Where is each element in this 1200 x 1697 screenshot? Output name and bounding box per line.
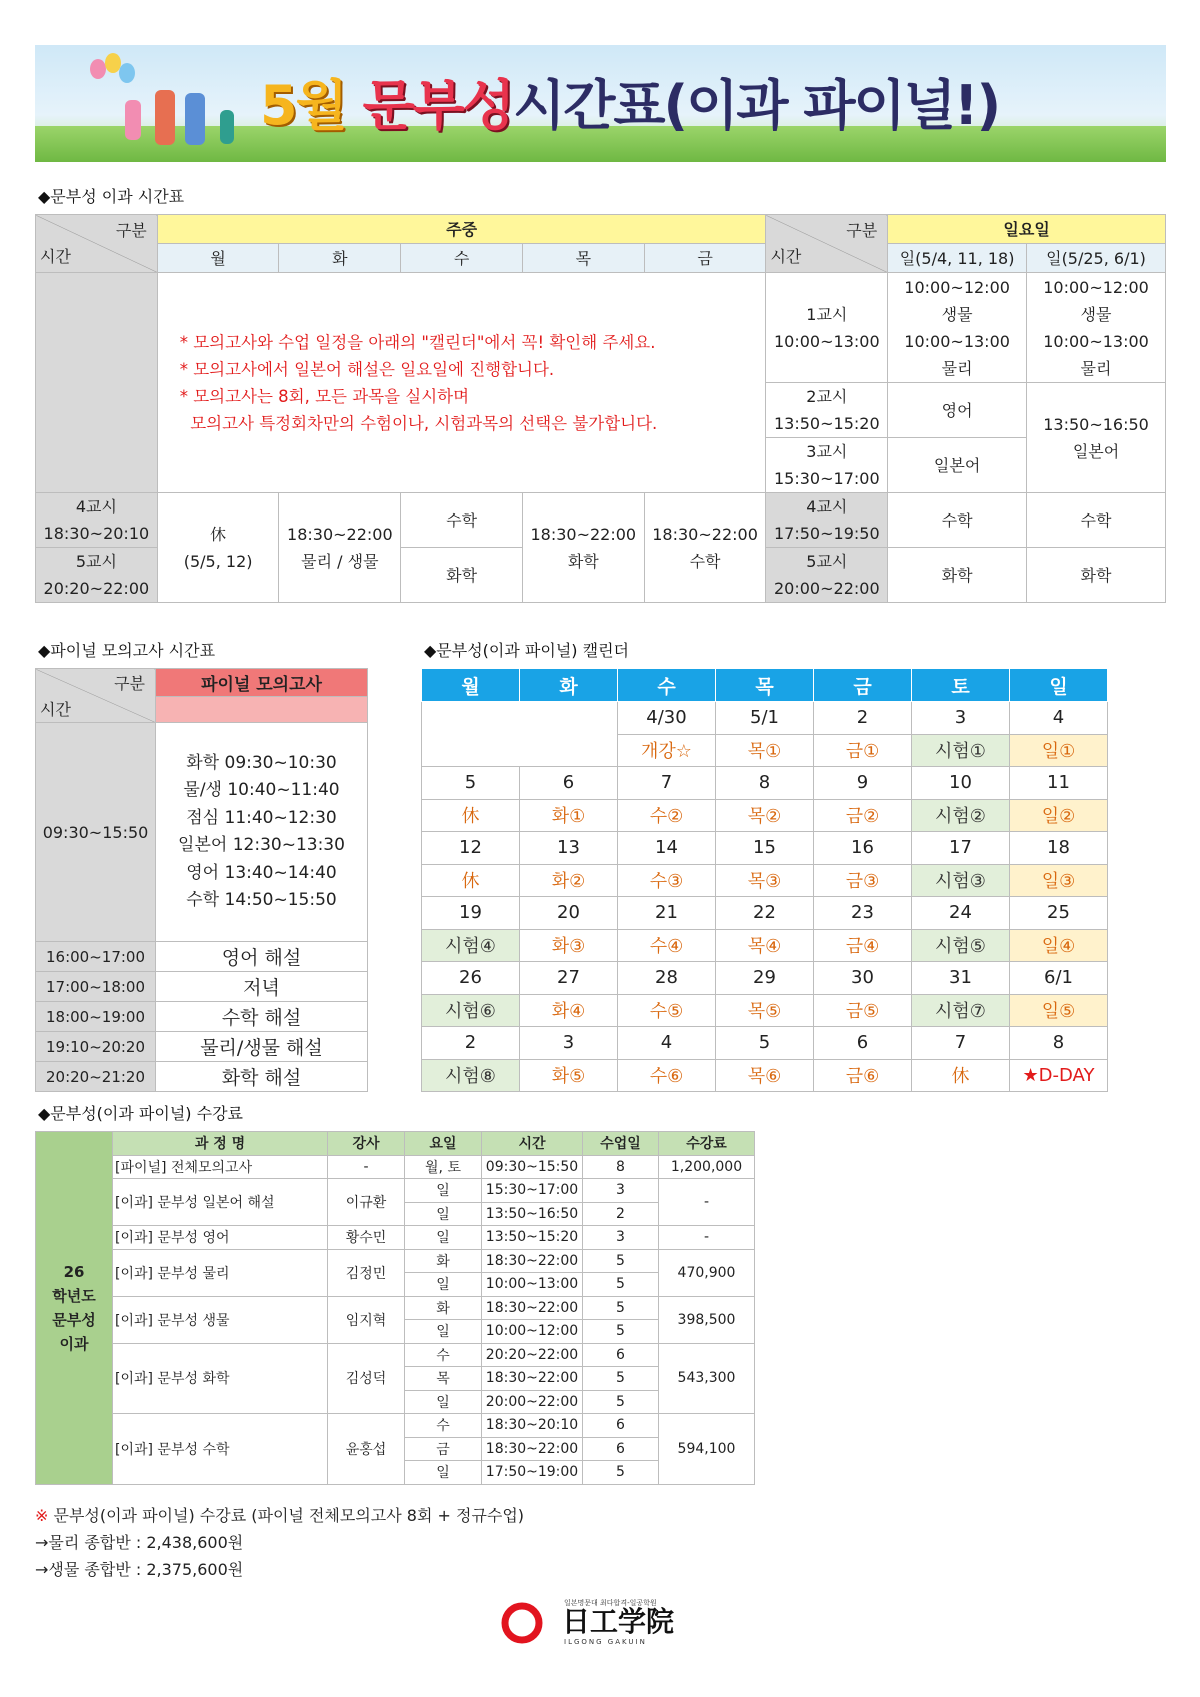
section-title-fee: ◆문부성(이과 파이널) 수강료	[38, 1104, 243, 1123]
cal-day-fri: 금	[814, 669, 912, 702]
calendar-event: 시험④	[422, 929, 520, 962]
note-line: * 모의고사에서 일본어 해설은 일요일에 진행합니다.	[179, 359, 555, 379]
fee-header: 수강료	[659, 1132, 755, 1156]
calendar-event: 시험⑥	[422, 994, 520, 1027]
calendar-event: 금⑤	[814, 994, 912, 1027]
calendar-event: 수②	[618, 799, 716, 832]
calendar-date-row	[422, 1027, 1108, 1060]
period-4: 4교시 18:30~20:10	[36, 493, 158, 548]
table-row: [이과] 문부성 일본어 해설 이규환 일 15:30~17:00 3 -	[36, 1179, 755, 1203]
p3-sun1: 일본어	[888, 438, 1027, 493]
p1-sun1: 10:00~12:00 생물 10:00~13:00 물리	[888, 273, 1027, 383]
table-row: [파이널] 전체모의고사 - 월, 토 09:30~15:50 8 1,200,000	[36, 1155, 755, 1179]
table-row: 일 10:00~12:00 5	[36, 1320, 755, 1344]
calendar-event: 시험⑤	[912, 929, 1010, 962]
calendar-event-row	[422, 799, 1108, 832]
period-3: 3교시 15:30~17:00	[766, 438, 888, 493]
mock-row-time: 20:20~21:20	[36, 1062, 156, 1092]
period-5: 5교시 20:20~22:00	[36, 548, 158, 603]
calendar-event: 화③	[520, 929, 618, 962]
calendar-date: 28	[618, 962, 716, 995]
table-row: [이과] 문부성 생물 임지혁 화 18:30~22:00 5 398,500	[36, 1296, 755, 1320]
calendar-date: 15	[716, 832, 814, 865]
table-row: 일 17:50~19:00 5	[36, 1461, 755, 1485]
sun-period-5: 5교시 20:00~22:00	[766, 548, 888, 603]
table-row: [이과] 문부성 물리 김정민 화 18:30~22:00 5 470,900	[36, 1249, 755, 1273]
calendar-date: 5/1	[716, 702, 814, 735]
tue-cell: 18:30~22:00 물리 / 생물	[279, 493, 401, 603]
table-row: 금 18:30~22:00 6	[36, 1437, 755, 1461]
section-title-main: ◆문부성 이과 시간표	[38, 187, 185, 206]
p4-sun2: 수학	[1027, 493, 1166, 548]
calendar-date-row	[422, 962, 1108, 995]
cal-day-thu: 목	[716, 669, 814, 702]
calendar-event: 화①	[520, 799, 618, 832]
calendar-date: 19	[422, 897, 520, 930]
calendar-date: 30	[814, 962, 912, 995]
day-fri: 금	[644, 244, 766, 273]
calendar-event: 화④	[520, 994, 618, 1027]
sun-col-1: 일(5/4, 11, 18)	[888, 244, 1027, 273]
logo-subtitle: ILGONG GAKUIN	[564, 1638, 647, 1646]
calendar-date: 6	[520, 767, 618, 800]
p23-sun2: 13:50~16:50 일본어	[1027, 383, 1166, 493]
p2-sun1: 영어	[888, 383, 1027, 438]
day-mon: 월	[157, 244, 279, 273]
calendar-date	[422, 702, 618, 767]
period-1: 1교시 10:00~13:00	[766, 273, 888, 383]
footnote-physics: →물리 종합반 : 2,438,600원	[35, 1533, 244, 1552]
calendar-date: 25	[1010, 897, 1108, 930]
logo	[500, 1598, 700, 1648]
calendar-event: 금②	[814, 799, 912, 832]
banner-title-course: 문부성	[362, 74, 514, 137]
mock-corner-header: 구분 시간	[36, 669, 156, 723]
banner-title-month: 5월	[260, 74, 346, 137]
calendar-event: 목②	[716, 799, 814, 832]
calendar-date: 7	[912, 1027, 1010, 1060]
calendar-date: 14	[618, 832, 716, 865]
cal-day-sun: 일	[1010, 669, 1108, 702]
family-illustration	[220, 110, 234, 144]
mock-header: 파이널 모의고사	[156, 669, 368, 697]
mon-cell: 休 (5/5, 12)	[157, 493, 279, 603]
mock-row-item: 수학 해설	[156, 1002, 368, 1032]
calendar-event: 시험③	[912, 864, 1010, 897]
calendar-event: 수⑤	[618, 994, 716, 1027]
calendar-event: 시험⑧	[422, 1059, 520, 1092]
calendar-event: 목⑤	[716, 994, 814, 1027]
calendar-event-row	[422, 929, 1108, 962]
calendar-date: 31	[912, 962, 1010, 995]
calendar-event: 수③	[618, 864, 716, 897]
corner-header-sunday: 구분 시간	[766, 215, 888, 273]
fee-header: 수업일	[583, 1132, 659, 1156]
table-row: [이과] 문부성 영어 황수민 일 13:50~15:20 3 -	[36, 1226, 755, 1250]
calendar-event-row	[422, 864, 1108, 897]
blank-cell	[36, 273, 158, 493]
family-illustration	[185, 93, 205, 145]
calendar-date: 11	[1010, 767, 1108, 800]
footnote-line: 문부성(이과 파이널) 수강료 (파이널 전체모의고사 8회 + 정규수업)	[48, 1506, 525, 1525]
calendar-event: 수④	[618, 929, 716, 962]
mock-row-item: 저녁	[156, 972, 368, 1002]
mock-main-time: 09:30~15:50	[36, 723, 156, 942]
mock-main-schedule: 화학 09:30~10:30 물/생 10:40~11:40 점심 11:40~12:30 일본어 12:30~13:30 영어 13:40~14:40 수학 14:50~15:50	[156, 723, 368, 942]
calendar-event: 일⑤	[1010, 994, 1108, 1027]
calendar-date: 26	[422, 962, 520, 995]
table-row: [이과] 문부성 화학 김성덕 수 20:20~22:00 6 543,300	[36, 1343, 755, 1367]
mock-row-item: 영어 해설	[156, 942, 368, 972]
fee-header: 강사	[328, 1132, 405, 1156]
calendar-date: 5	[422, 767, 520, 800]
calendar-event: 일①	[1010, 734, 1108, 767]
p1-sun2: 10:00~12:00 생물 10:00~13:00 물리	[1027, 273, 1166, 383]
calendar-date: 2	[422, 1027, 520, 1060]
calendar-date: 2	[814, 702, 912, 735]
period-2: 2교시 13:50~15:20	[766, 383, 888, 438]
calendar-date: 9	[814, 767, 912, 800]
notes-cell	[157, 273, 766, 493]
calendar-event: 목①	[716, 734, 814, 767]
calendar-event: 시험①	[912, 734, 1010, 767]
calendar-date: 6/1	[1010, 962, 1108, 995]
calendar-event: ★D-DAY	[1010, 1059, 1108, 1092]
calendar-date: 16	[814, 832, 912, 865]
calendar-event: 화②	[520, 864, 618, 897]
calendar-date: 6	[814, 1027, 912, 1060]
calendar-event: 개강☆	[618, 734, 716, 767]
calendar-date-row	[422, 832, 1108, 865]
calendar-event: 금④	[814, 929, 912, 962]
table-row: 목 18:30~22:00 5	[36, 1367, 755, 1391]
calendar-date: 8	[716, 767, 814, 800]
calendar-date-row	[422, 767, 1108, 800]
calendar-date: 18	[1010, 832, 1108, 865]
sun-period-4: 4교시 17:50~19:50	[766, 493, 888, 548]
note-line: * 모의고사와 수업 일정을 아래의 "캘린더"에서 꼭! 확인해 주세요.	[179, 332, 656, 352]
p5-sun1: 화학	[888, 548, 1027, 603]
table-row: [이과] 문부성 수학 윤홍섭 수 18:30~20:10 6 594,100	[36, 1414, 755, 1438]
sunday-header: 일요일	[888, 215, 1166, 244]
day-wed: 수	[401, 244, 523, 273]
calendar-date: 22	[716, 897, 814, 930]
calendar-date: 29	[716, 962, 814, 995]
cal-day-wed: 수	[618, 669, 716, 702]
calendar-event: 시험⑦	[912, 994, 1010, 1027]
calendar-date: 17	[912, 832, 1010, 865]
calendar-event: 금⑥	[814, 1059, 912, 1092]
calendar-event-row	[422, 994, 1108, 1027]
fri-cell: 18:30~22:00 수학	[644, 493, 766, 603]
calendar-date: 4	[1010, 702, 1108, 735]
calendar-event: 목④	[716, 929, 814, 962]
mock-row-time: 16:00~17:00	[36, 942, 156, 972]
calendar-event-row	[422, 1059, 1108, 1092]
calendar-date: 27	[520, 962, 618, 995]
main-timetable	[35, 214, 1166, 603]
calendar-date: 8	[1010, 1027, 1108, 1060]
family-illustration	[155, 90, 175, 145]
calendar-event: 화⑤	[520, 1059, 618, 1092]
calendar-date: 24	[912, 897, 1010, 930]
calendar-date: 20	[520, 897, 618, 930]
fee-side-label: 26 학년도 문부성 이과	[36, 1132, 113, 1485]
calendar-event: 일④	[1010, 929, 1108, 962]
calendar-event: 금①	[814, 734, 912, 767]
table-row: 일 10:00~13:00 5	[36, 1273, 755, 1297]
calendar-event: 금③	[814, 864, 912, 897]
calendar-event: 수⑥	[618, 1059, 716, 1092]
calendar-date-row	[422, 897, 1108, 930]
fee-table	[35, 1131, 755, 1485]
sun-col-2: 일(5/25, 6/1)	[1027, 244, 1166, 273]
calendar-date-row	[422, 702, 1108, 735]
calendar-date: 3	[520, 1027, 618, 1060]
fee-header: 요일	[405, 1132, 482, 1156]
wed-p5: 화학	[401, 548, 523, 603]
calendar-event: 시험②	[912, 799, 1010, 832]
thu-cell: 18:30~22:00 화학	[522, 493, 644, 603]
balloon-icon	[119, 63, 135, 83]
mock-row-time: 18:00~19:00	[36, 1002, 156, 1032]
calendar-event: 일③	[1010, 864, 1108, 897]
p5-sun2: 화학	[1027, 548, 1166, 603]
banner-title-rest: 시간표(이과 파이널!)	[513, 74, 1000, 137]
calendar-date: 5	[716, 1027, 814, 1060]
note-line: * 모의고사는 8회, 모든 과목을 실시하며	[179, 386, 470, 406]
note-line: 모의고사 특정회차만의 수험이나, 시험과목의 선택은 불가합니다.	[179, 413, 658, 433]
cal-day-tue: 화	[520, 669, 618, 702]
reference-mark: ※	[35, 1506, 49, 1525]
calendar-event: 일②	[1010, 799, 1108, 832]
calendar-date: 3	[912, 702, 1010, 735]
calendar-date: 13	[520, 832, 618, 865]
logo-name: 日工学院	[562, 1605, 675, 1638]
calendar-date: 4	[618, 1027, 716, 1060]
fee-header: 시간	[482, 1132, 583, 1156]
calendar-date: 10	[912, 767, 1010, 800]
p4-sun1: 수학	[888, 493, 1027, 548]
calendar-table	[421, 668, 1108, 1092]
mock-row-item: 물리/생물 해설	[156, 1032, 368, 1062]
cal-day-mon: 월	[422, 669, 520, 702]
calendar-date: 21	[618, 897, 716, 930]
fee-header: 과 정 명	[113, 1132, 328, 1156]
day-thu: 목	[522, 244, 644, 273]
table-row: 일 13:50~16:50 2	[36, 1202, 755, 1226]
corner-header: 구분 시간	[36, 215, 158, 273]
weekday-header: 주중	[157, 215, 766, 244]
section-title-mock: ◆파이널 모의고사 시간표	[38, 641, 216, 660]
mock-row-item: 화학 해설	[156, 1062, 368, 1092]
mock-row-time: 17:00~18:00	[36, 972, 156, 1002]
cal-day-sat: 토	[912, 669, 1010, 702]
balloon-icon	[90, 59, 106, 79]
mock-exam-table	[35, 668, 368, 1092]
calendar-event: 休	[422, 864, 520, 897]
calendar-date: 7	[618, 767, 716, 800]
calendar-date: 4/30	[618, 702, 716, 735]
family-illustration	[125, 100, 141, 140]
calendar-event: 목③	[716, 864, 814, 897]
calendar-event: 목⑥	[716, 1059, 814, 1092]
footnote-biology: →생물 종합반 : 2,375,600원	[35, 1560, 244, 1579]
mock-row-time: 19:10~20:20	[36, 1032, 156, 1062]
calendar-event: 休	[912, 1059, 1010, 1092]
mock-header-blank	[156, 697, 368, 723]
table-row: 일 20:00~22:00 5	[36, 1390, 755, 1414]
calendar-date: 12	[422, 832, 520, 865]
section-title-calendar: ◆문부성(이과 파이널) 캘린더	[424, 641, 629, 660]
fee-footnote	[35, 1502, 524, 1583]
calendar-date: 23	[814, 897, 912, 930]
calendar-body	[422, 702, 1108, 1092]
calendar-event: 休	[422, 799, 520, 832]
logo-tagline: 일본명문대 최다합격-일공학원	[564, 1599, 657, 1607]
banner-title	[260, 63, 999, 140]
day-tue: 화	[279, 244, 401, 273]
banner	[35, 45, 1166, 162]
wed-p4: 수학	[401, 493, 523, 548]
